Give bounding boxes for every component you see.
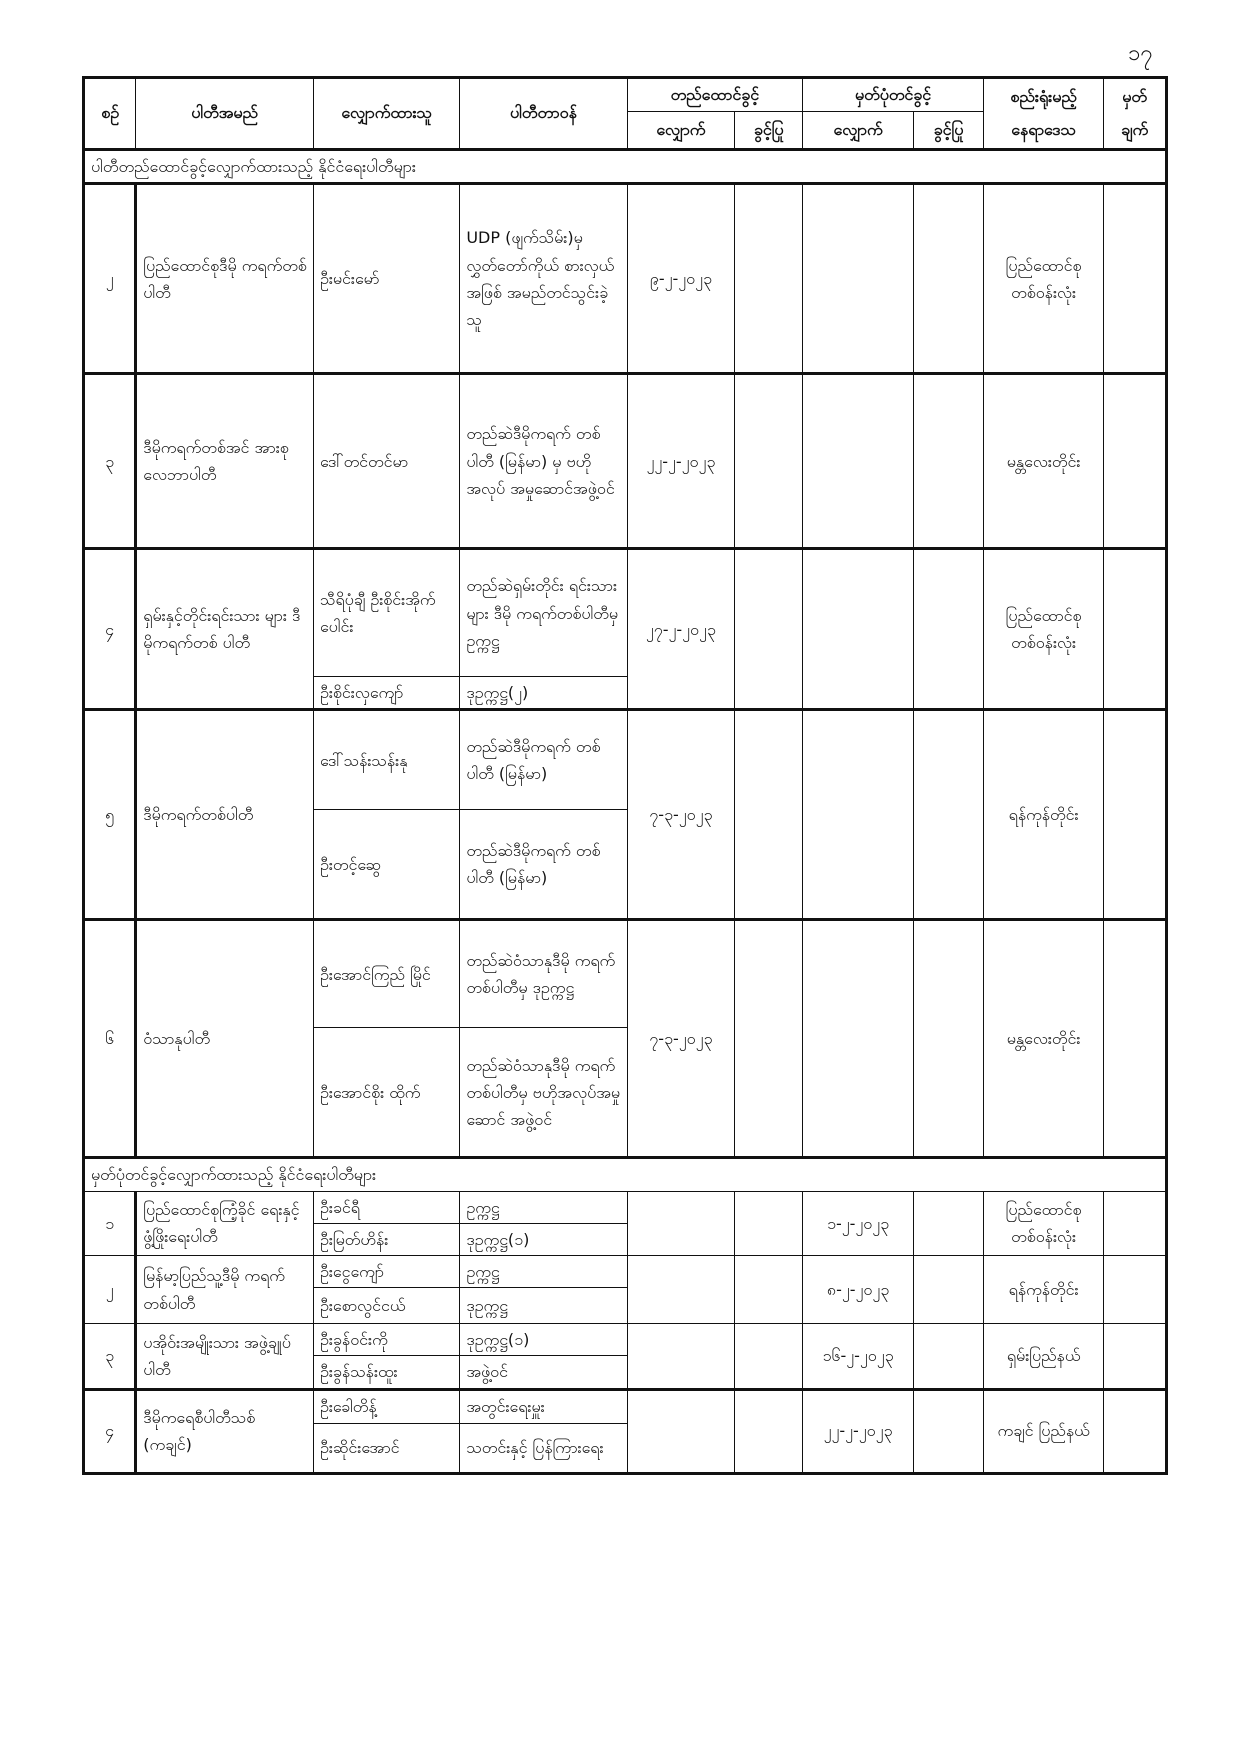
organizing-area: ကချင် ပြည်နယ် (984, 1389, 1104, 1473)
registration-grant-date (913, 1324, 983, 1389)
applicant-name: ဦးခေါတိန့် (313, 1389, 459, 1423)
registration-apply-date (803, 374, 914, 549)
applicant-name: ဦးခင်ရီ (313, 1191, 459, 1223)
header-no: စဉ် (84, 78, 136, 150)
party-role: တည်ဆဲဒီမိုကရက် တစ်ပါတီ (မြန်မာ) (460, 710, 627, 810)
organizing-area: ပြည်ထောင်စု တစ်ဝန်းလုံး (984, 549, 1104, 710)
applicant-name: ဦးမင်းမော် (313, 184, 459, 374)
party-role: တည်ဆဲဝံသာနုဒီမို ကရက်တစ်ပါတီမှ ဗဟိုအလုပ်အမှု ဆောင် အဖွဲ့ဝင် (460, 1028, 627, 1158)
table-row (84, 374, 1167, 549)
party-name: ဒီမိုကရက်တစ်ပါတီ (136, 710, 314, 920)
row-number: ၅ (84, 710, 136, 920)
party-role: တည်ဆဲဒီမိုကရက် တစ်ပါတီ (မြန်မာ) (460, 810, 627, 920)
applicant-name: ဦးစိုင်းလှကျော် (313, 677, 459, 710)
registration-grant-date (913, 374, 983, 549)
organizing-area: မန္တလေးတိုင်း (984, 374, 1104, 549)
section-title-permission: ပါတီတည်ထောင်ခွင့်လျှောက်ထားသည့် နိုင်ငံရေးပါတီများ (84, 150, 1167, 184)
header-reg-grant: ခွင့်ပြု (913, 112, 983, 150)
applicant-name: ဦးငွေကျော် (313, 1255, 459, 1287)
row-number: ၄ (84, 1389, 136, 1473)
row-number: ၄ (84, 549, 136, 710)
header-reg-apply: လျှောက် (803, 112, 914, 150)
party-role: ဒုဥက္ကဋ္ဌ(၁) (460, 1223, 627, 1255)
permission-grant-date (735, 549, 803, 710)
header-area-line2: နေရာဒေသ (1011, 119, 1076, 139)
row-number: ၂ (84, 184, 136, 374)
party-role: ဥက္ကဋ္ဌ (460, 1191, 627, 1223)
applicant-name: ဒေါ်သန်းသန်းနု (313, 710, 459, 810)
table-row (84, 920, 1167, 1028)
applicant-name: ဦးတင့်ဆွေ (313, 810, 459, 920)
header-party-name: ပါတီအမည် (136, 78, 314, 150)
party-role: ဒုဥက္ကဋ္ဌ(၂) (460, 677, 627, 710)
party-name: မြန်မာ့ပြည်သူ့ဒီမို ကရက်တစ်ပါတီ (136, 1255, 314, 1323)
row-number: ၆ (84, 920, 136, 1158)
permission-grant-date (735, 1389, 803, 1473)
party-role: UDP (ဖျက်သိမ်း)မှ လွှတ်တော်ကိုယ် စားလှယ်အဖြစ် အမည်တင်သွင်းခဲ့ သူ (460, 184, 627, 374)
header-remark (1104, 78, 1167, 150)
organizing-area: ရှမ်းပြည်နယ် (984, 1324, 1104, 1389)
header-perm-apply: လျှောက် (627, 112, 735, 150)
remark (1104, 1389, 1167, 1473)
party-registration-table (82, 76, 1168, 1475)
party-role: အဖွဲ့ဝင် (460, 1356, 627, 1389)
party-name: ဝံသာနုပါတီ (136, 920, 314, 1158)
party-role: ဒုဥက္ကဋ္ဌ (460, 1288, 627, 1324)
permission-apply-date (627, 1191, 735, 1255)
registration-apply-date: ၂၂-၂-၂၀၂၃ (803, 1389, 914, 1473)
table-row (84, 549, 1167, 677)
section-title-registration: မှတ်ပုံတင်ခွင့်လျှောက်ထားသည့် နိုင်ငံရေးပါတီများ (84, 1158, 1167, 1191)
registration-grant-date (913, 1255, 983, 1323)
table-body (84, 150, 1167, 1474)
applicant-name: ဒေါ်တင်တင်မာ (313, 374, 459, 549)
table-row (84, 1389, 1167, 1423)
table-row (84, 184, 1167, 374)
registration-apply-date (803, 184, 914, 374)
party-role: သတင်းနှင့် ပြန်ကြားရေး (460, 1423, 627, 1473)
permission-apply-date: ၇-၃-၂၀၂၃ (627, 710, 735, 920)
row-number: ၂ (84, 1255, 136, 1323)
applicant-name: ဦးစောလွင်ငယ် (313, 1288, 459, 1324)
remark (1104, 710, 1167, 920)
permission-apply-date: ၉-၂-၂၀၂၃ (627, 184, 735, 374)
header-perm-grant: ခွင့်ပြု (735, 112, 803, 150)
applicant-name: ဦးအောင်ကြည် မြိုင် (313, 920, 459, 1028)
organizing-area: ပြည်ထောင်စု တစ်ဝန်းလုံး (984, 1191, 1104, 1255)
header-role: ပါတီတာဝန် (460, 78, 627, 150)
row-number: ၃ (84, 1324, 136, 1389)
permission-apply-date: ၂၂-၂-၂၀၂၃ (627, 374, 735, 549)
organizing-area: မန္တလေးတိုင်း (984, 920, 1104, 1158)
remark (1104, 374, 1167, 549)
organizing-area: ရန်ကုန်တိုင်း (984, 710, 1104, 920)
registration-apply-date (803, 920, 914, 1158)
row-number: ၁ (84, 1191, 136, 1255)
registration-grant-date (913, 1389, 983, 1473)
party-name: ပြည်ထောင်စုကြံ့ခိုင် ရေးနှင့် ဖွံ့ဖြိုးရေးပါတီ (136, 1191, 314, 1255)
header-registration-group: မှတ်ပုံတင်ခွင့် (803, 78, 984, 112)
header-remark-line1: မှတ် (1122, 87, 1147, 107)
registration-grant-date (913, 1191, 983, 1255)
table-row (84, 710, 1167, 810)
party-name: ဒီမိုကရေစီပါတီသစ် (ကချင်) (136, 1389, 314, 1473)
registration-apply-date: ၁-၂-၂၀၂၃ (803, 1191, 914, 1255)
party-role: အတွင်းရေးမှူး (460, 1389, 627, 1423)
registration-apply-date (803, 549, 914, 710)
header-area (984, 78, 1104, 150)
applicant-name: ဦးခွန်သန်းထူး (313, 1356, 459, 1389)
party-role: တည်ဆဲဝံသာနုဒီမို ကရက်တစ်ပါတီမှ ဒုဥက္ကဋ္ဌ (460, 920, 627, 1028)
header-applicant: လျှောက်ထားသူ (313, 78, 459, 150)
applicant-name: ဦးအောင်စိုး ထိုက် (313, 1028, 459, 1158)
party-role: ဥက္ကဋ္ဌ (460, 1255, 627, 1287)
permission-grant-date (735, 1255, 803, 1323)
remark (1104, 184, 1167, 374)
permission-apply-date (627, 1255, 735, 1323)
registration-grant-date (913, 184, 983, 374)
permission-grant-date (735, 1191, 803, 1255)
applicant-name: သီရိပုံချီ ဦးစိုင်းအိုက်ပေါင်း (313, 549, 459, 677)
table-row (84, 1191, 1167, 1223)
permission-grant-date (735, 710, 803, 920)
party-name: ပြည်ထောင်စုဒီမို ကရက်တစ်ပါတီ (136, 184, 314, 374)
remark (1104, 1324, 1167, 1389)
permission-apply-date (627, 1389, 735, 1473)
row-number: ၃ (84, 374, 136, 549)
remark (1104, 549, 1167, 710)
party-name: ဒီမိုကရက်တစ်အင် အားစု လေဘာပါတီ (136, 374, 314, 549)
permission-apply-date: ၇-၃-၂၀၂၃ (627, 920, 735, 1158)
registration-grant-date (913, 920, 983, 1158)
remark (1104, 1255, 1167, 1323)
applicant-name: ဦးဆိုင်းအောင် (313, 1423, 459, 1473)
registration-apply-date (803, 710, 914, 920)
party-role: တည်ဆဲရှမ်းတိုင်း ရင်းသားများ ဒီမို ကရက်တစ်ပါတီမှ ဥက္ကဋ္ဌ (460, 549, 627, 677)
party-role: တည်ဆဲဒီမိုကရက် တစ်ပါတီ (မြန်မာ) မှ ဗဟိုအလုပ် အမှုဆောင်အဖွဲ့ဝင် (460, 374, 627, 549)
registration-apply-date: ၁၆-၂-၂၀၂၃ (803, 1324, 914, 1389)
table-row (84, 1255, 1167, 1287)
permission-grant-date (735, 374, 803, 549)
permission-grant-date (735, 920, 803, 1158)
table-row (84, 1324, 1167, 1356)
applicant-name: ဦးခွန်ဝင်းကို (313, 1324, 459, 1356)
permission-apply-date: ၂၇-၂-၂၀၂၃ (627, 549, 735, 710)
remark (1104, 1191, 1167, 1255)
page-number: ၁၇ (1128, 41, 1153, 66)
remark (1104, 920, 1167, 1158)
organizing-area: ရန်ကုန်တိုင်း (984, 1255, 1104, 1323)
permission-grant-date (735, 184, 803, 374)
applicant-name: ဦးမြတ်ဟိန်း (313, 1223, 459, 1255)
registration-grant-date (913, 710, 983, 920)
header-area-line1: စည်းရုံးမည့် (1010, 87, 1077, 107)
party-name: ရှမ်းနှင့်တိုင်းရင်းသား များ ဒီမိုကရက်တစ် ပါတီ (136, 549, 314, 710)
permission-apply-date (627, 1324, 735, 1389)
registration-grant-date (913, 549, 983, 710)
registration-apply-date: ၈-၂-၂၀၂၃ (803, 1255, 914, 1323)
party-name: ပအိုဝ်းအမျိုးသား အဖွဲ့ချုပ်ပါတီ (136, 1324, 314, 1389)
party-role: ဒုဥက္ကဋ္ဌ(၁) (460, 1324, 627, 1356)
permission-grant-date (735, 1324, 803, 1389)
header-permission-group: တည်ထောင်ခွင့် (627, 78, 803, 112)
organizing-area: ပြည်ထောင်စု တစ်ဝန်းလုံး (984, 184, 1104, 374)
header-remark-line2: ချက် (1121, 119, 1149, 139)
